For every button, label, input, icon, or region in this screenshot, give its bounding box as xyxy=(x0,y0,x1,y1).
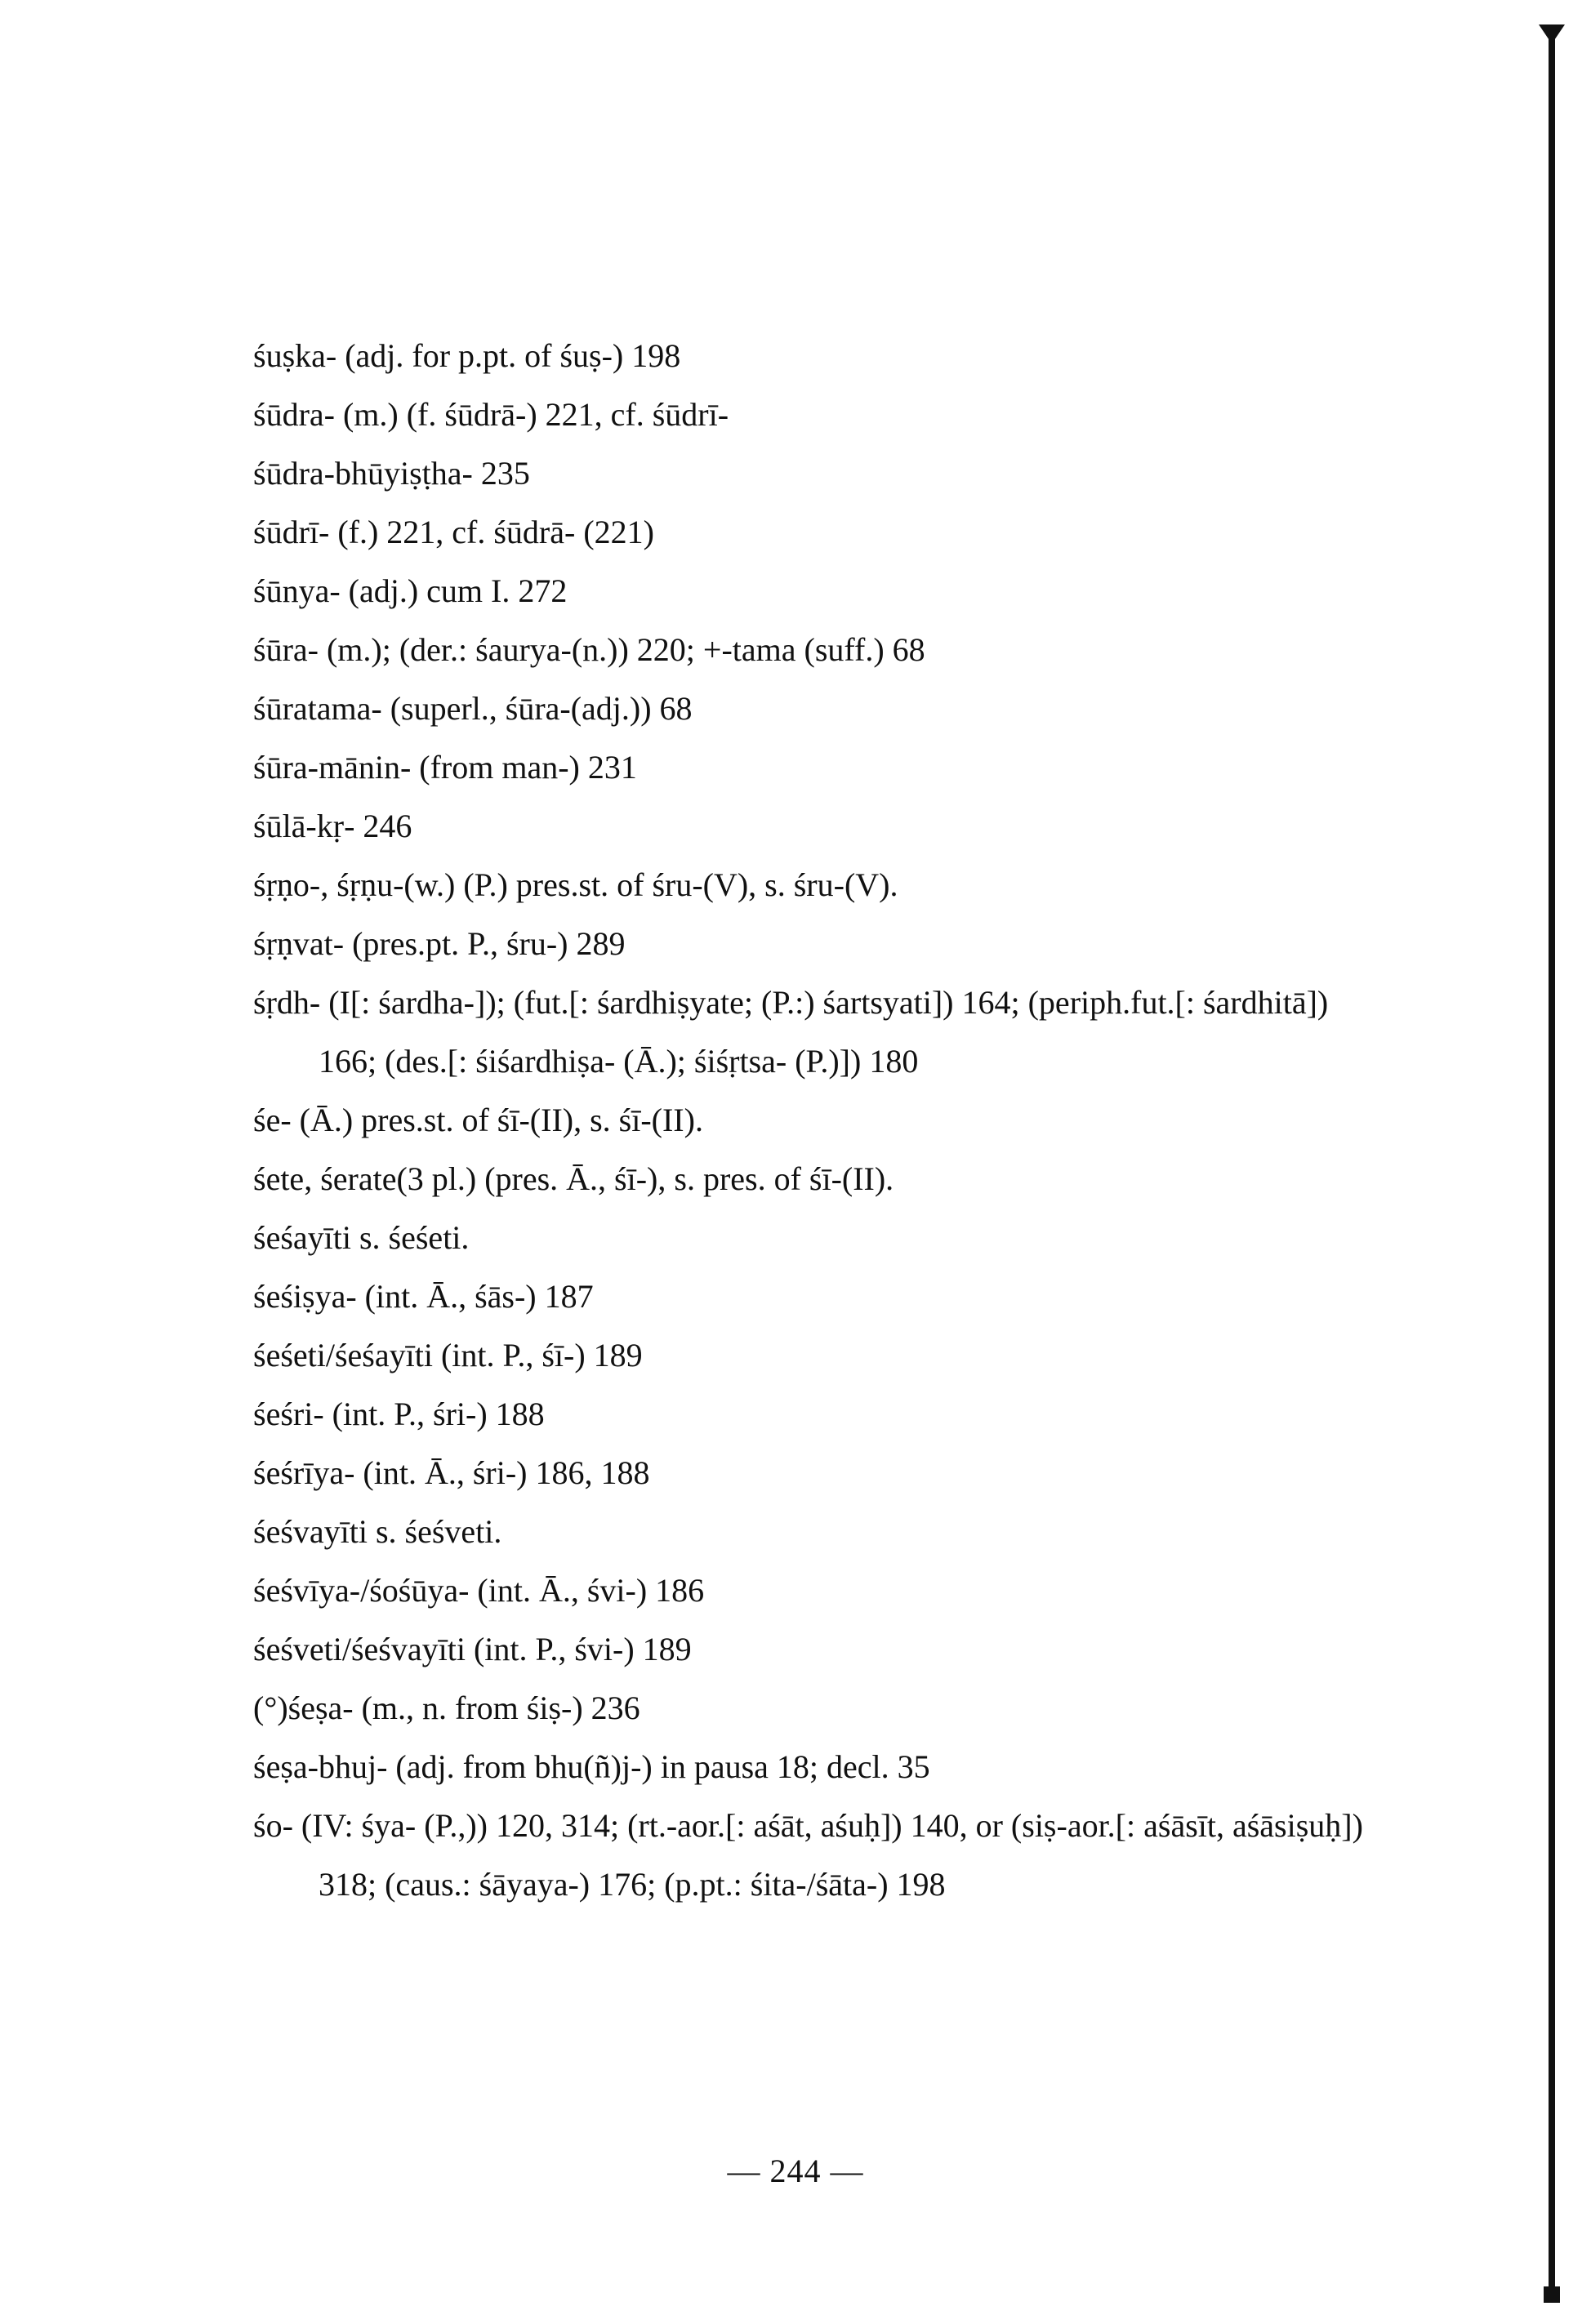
index-entry: śūdrī- (f.) 221, cf. śūdrā- (221) xyxy=(253,514,654,550)
index-entry: śuṣka- (adj. for p.pt. of śuṣ-) 198 xyxy=(253,337,681,374)
page-number: — 244 — xyxy=(727,2153,864,2189)
index-entry: śeśri- (int. P., śri-) 188 xyxy=(253,1396,545,1432)
index-entry: śeśveti/śeśvayīti (int. P., śvi-) 189 xyxy=(253,1631,692,1667)
index-entry: śūlā-kṛ- 246 xyxy=(253,808,412,844)
index-entry: (°)śeṣa- (m., n. from śiṣ-) 236 xyxy=(253,1690,640,1726)
index-entry: śṛṇvat- (pres.pt. P., śru-) 289 xyxy=(253,925,626,962)
index-entry: śṛdh- (I[: śardha-]); (fut.[: śardhiṣyate; (P.:) śartsyati]) 164; (periph.fut.[: śardhitā]) 166; (des.[: śiśardhiṣa- (Ā.); śiśṛtsa- (P.)]) 180 xyxy=(253,984,1329,1080)
index-entry: śeśiṣya- (int. Ā., śās-) 187 xyxy=(253,1278,594,1315)
index-entry: śūdra- (m.) (f. śūdrā-) 221, cf. śūdrī- xyxy=(253,396,729,433)
index-entry: śūdra-bhūyiṣṭha- 235 xyxy=(253,455,530,492)
index-entry-list xyxy=(253,327,1372,1914)
index-entry: śe- (Ā.) pres.st. of śī-(II), s. śī-(II). xyxy=(253,1102,703,1138)
index-entry: śeśrīya- (int. Ā., śri-) 186, 188 xyxy=(253,1454,650,1491)
index-entry: śeśeti/śeśayīti (int. P., śī-) 189 xyxy=(253,1337,643,1373)
index-entry: śṛṇo-, śṛṇu-(w.) (P.) pres.st. of śru-(V), s. śru-(V). xyxy=(253,866,898,903)
index-entry: śūra-mānin- (from man-) 231 xyxy=(253,749,637,786)
index-entry: śo- (IV: śya- (P.,)) 120, 314; (rt.-aor.[: aśāt, aśuḥ]) 140, or (siṣ-aor.[: aśāsīt, aśāsiṣuḥ]) 318; (caus.: śāyaya-) 176; (p.pt.: śita-/śāta-) 198 xyxy=(253,1807,1363,1903)
index-entry: śeṣa-bhuj- (adj. from bhu(ñ)j-) in pausa 18; decl. 35 xyxy=(253,1748,930,1785)
index-entry: śūra- (m.); (der.: śaurya-(n.)) 220; +-tama (suff.) 68 xyxy=(253,631,925,668)
index-entry: śete, śerate(3 pl.) (pres. Ā., śī-), s. pres. of śī-(II). xyxy=(253,1160,894,1197)
margin-rule xyxy=(1549,33,1555,2303)
index-entry: śeśvayīti s. śeśveti. xyxy=(253,1513,502,1550)
index-entry: śeśayīti s. śeśeti. xyxy=(253,1219,470,1256)
index-entry: śūnya- (adj.) cum I. 272 xyxy=(253,572,568,609)
margin-rule-foot xyxy=(1544,2286,1560,2303)
index-entry: śūratama- (superl., śūra-(adj.)) 68 xyxy=(253,690,693,727)
index-entry: śeśvīya-/śośūya- (int. Ā., śvi-) 186 xyxy=(253,1572,705,1609)
